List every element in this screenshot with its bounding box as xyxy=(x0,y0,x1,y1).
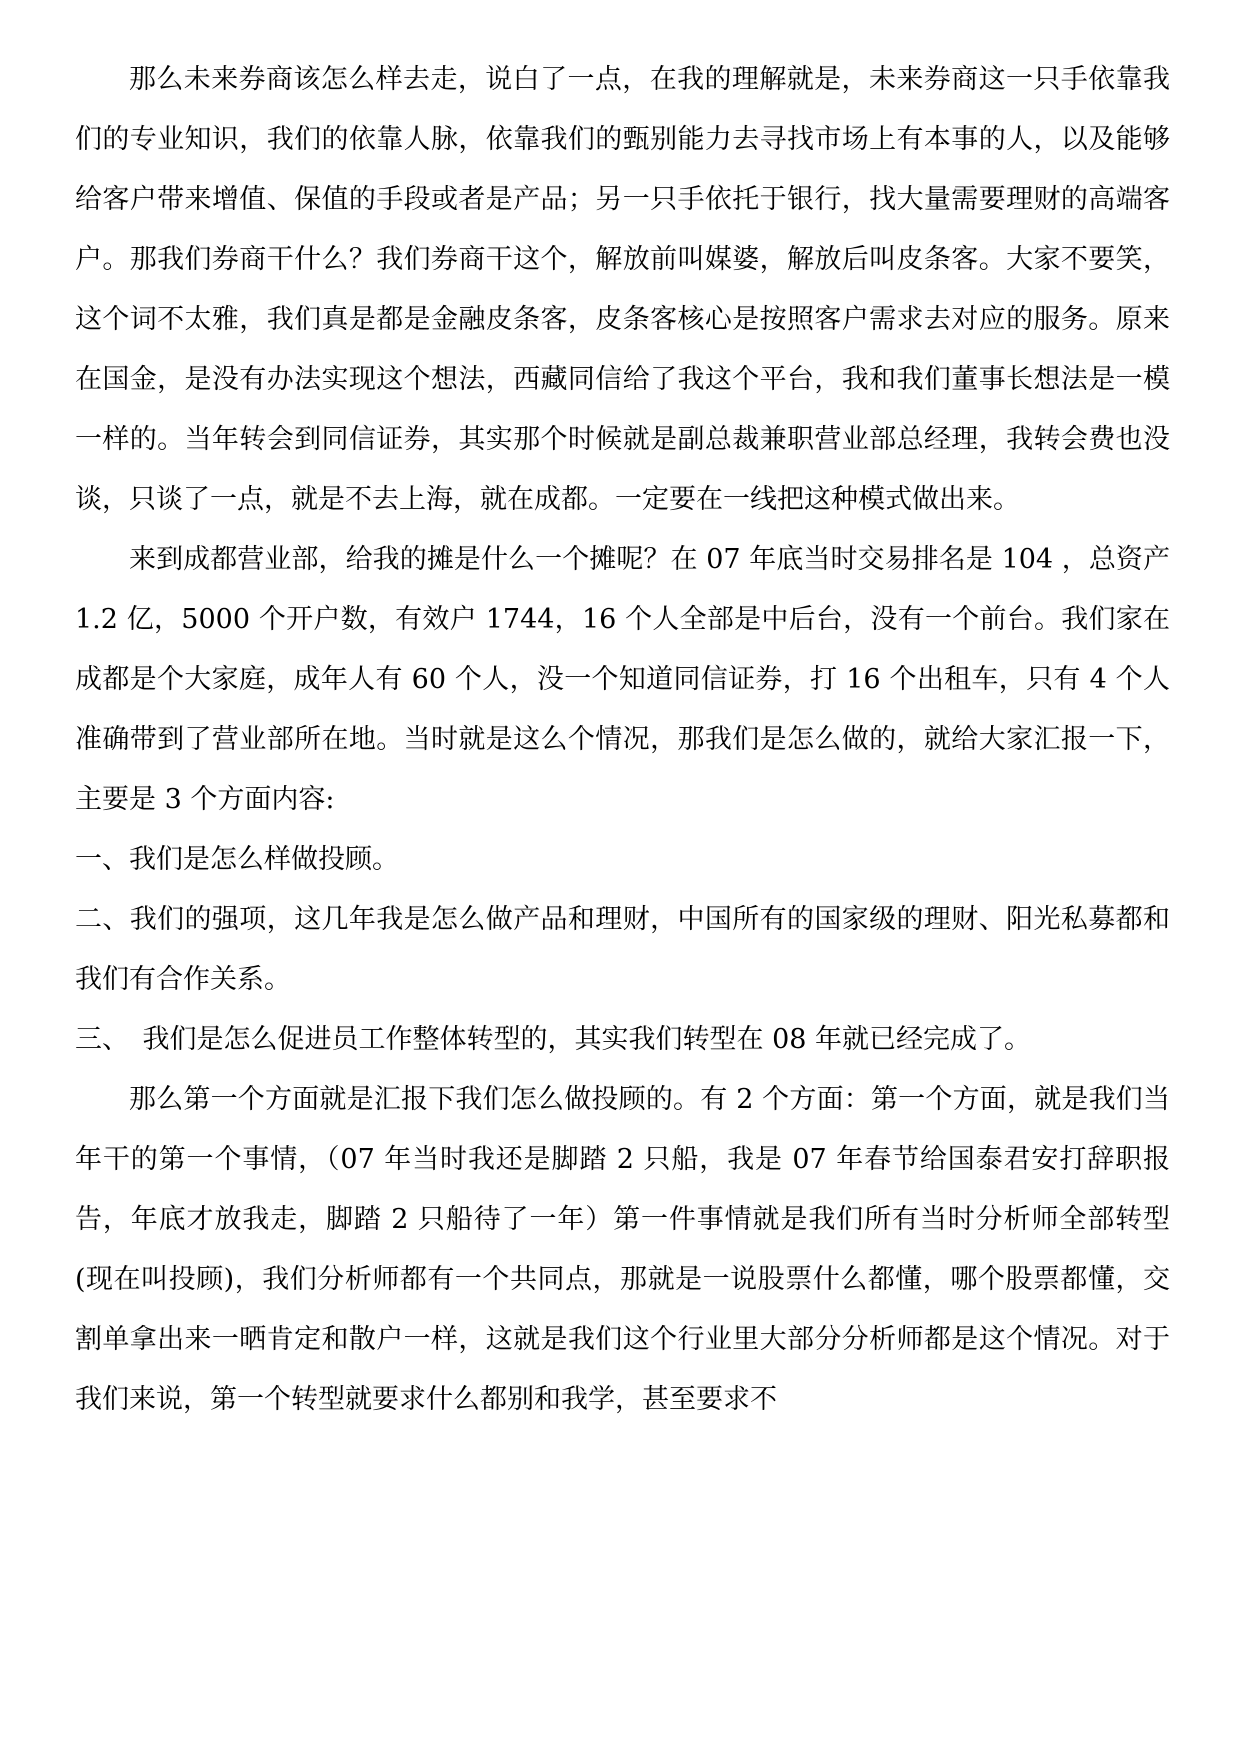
paragraph-first-aspect: 那么第一个方面就是汇报下我们怎么做投顾的。有 2 个方面：第一个方面，就是我们当年干的第一个事情，（07 年当时我还是脚踏 2 只船，我是 07 年春节给国泰君安打辞职报告，年底才放我走，脚踏 2 只船待了一年）第一件事情就是我们所有当时分析师全部转型(现在叫投顾)，我们分析师都有一个共同点，那就是一说股票什么都懂，哪个股票都懂，交割单拿出来一晒肯定和散户一样，这就是我们这个行业里大部分分析师都是这个情况。对于我们来说，第一个转型就要求什么都别和我学，甚至要求不 xyxy=(75,1084,1170,1415)
list-item-products-wealth: 二、我们的强项，这几年我是怎么做产品和理财，中国所有的国家级的理财、阳光私募都和我们有合作关系。 xyxy=(75,904,1170,995)
document-body xyxy=(75,50,1170,1430)
list-item-investment-advisory: 一、我们是怎么样做投顾。 xyxy=(75,844,399,875)
list-item-staff-transformation: 三、 我们是怎么促进员工作整体转型的，其实我们转型在 08 年就已经完成了。 xyxy=(75,1024,1032,1055)
paragraph-chengdu-branch: 来到成都营业部，给我的摊是什么一个摊呢？在 07 年底当时交易排名是 104 ，总资产 1.2 亿，5000 个开户数，有效户 1744，16 个人全部是中后台，没有一个前台。我们家在成都是个大家庭，成年人有 60 个人，没一个知道同信证券，打 16 个出租车，只有 4 个人准确带到了营业部所在地。当时就是这么个情况，那我们是怎么做的，就给大家汇报一下，主要是 3 个方面内容: xyxy=(75,544,1170,815)
paragraph-future-brokerage: 那么未来券商该怎么样去走，说白了一点，在我的理解就是，未来券商这一只手依靠我们的专业知识，我们的依靠人脉，依靠我们的甄别能力去寻找市场上有本事的人，以及能够给客户带来增值、保值的手段或者是产品；另一只手依托于银行，找大量需要理财的高端客户。那我们券商干什么？我们券商干这个，解放前叫媒婆，解放后叫皮条客。大家不要笑，这个词不太雅，我们真是都是金融皮条客，皮条客核心是按照客户需求去对应的服务。原来在国金，是没有办法实现这个想法，西藏同信给了我这个平台，我和我们董事长想法是一模一样的。当年转会到同信证券，其实那个时候就是副总裁兼职营业部总经理，我转会费也没谈，只谈了一点，就是不去上海，就在成都。一定要在一线把这种模式做出来。 xyxy=(75,64,1170,515)
